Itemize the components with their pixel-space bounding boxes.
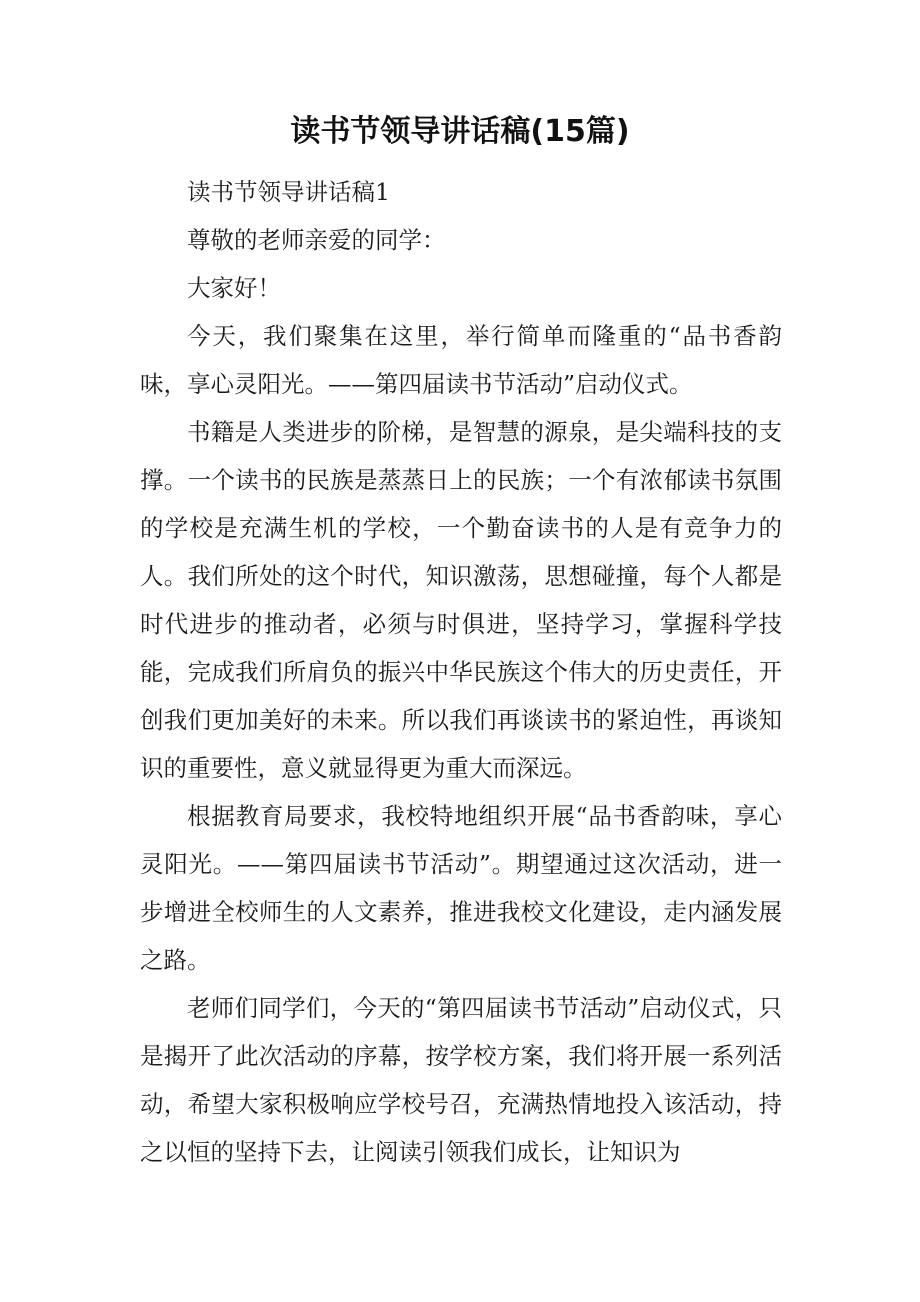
document-title: 读书节领导讲话稿(15篇) [290, 114, 630, 149]
subtitle-paragraph: 读书节领导讲话稿1 [187, 178, 390, 206]
body-paragraph: 根据教育局要求，我校特地组织开展“品书香韵味，享心灵阳光。——第四届读书节活动”。期望通过这次活动，进一步增进全校师生的人文素养，推进我校文化建设，走内涵发展之路。 [140, 802, 782, 974]
body-paragraph: 书籍是人类进步的阶梯，是智慧的源泉，是尖端科技的支撑。一个读书的民族是蒸蒸日上的民族；一个有浓郁读书氛围的学校是充满生机的学校，一个勤奋读书的人是有竞争力的人。我们所处的这个时代，知识激荡，思想碰撞，每个人都是时代进步的推动者，必须与时俱进，坚持学习，掌握科学技能，完成我们所肩负的振兴中华民族这个伟大的历史责任，开创我们更加美好的未来。所以我们再谈读书的紧迫性，再谈知识的重要性，意义就显得更为重大而深远。 [140, 418, 782, 782]
greeting-paragraph: 大家好！ [187, 274, 281, 302]
document-body [140, 168, 782, 1176]
body-paragraph: 老师们同学们，今天的“第四届读书节活动”启动仪式，只是揭开了此次活动的序幕，按学校方案，我们将开展一系列活动，希望大家积极响应学校号召，充满热情地投入该活动，持之以恒的坚持下去，让阅读引领我们成长，让知识为 [140, 994, 782, 1166]
body-paragraph: 今天，我们聚集在这里，举行简单而隆重的“品书香韵味，享心灵阳光。——第四届读书节活动”启动仪式。 [140, 322, 782, 398]
salutation-paragraph: 尊敬的老师亲爱的同学： [187, 226, 446, 254]
